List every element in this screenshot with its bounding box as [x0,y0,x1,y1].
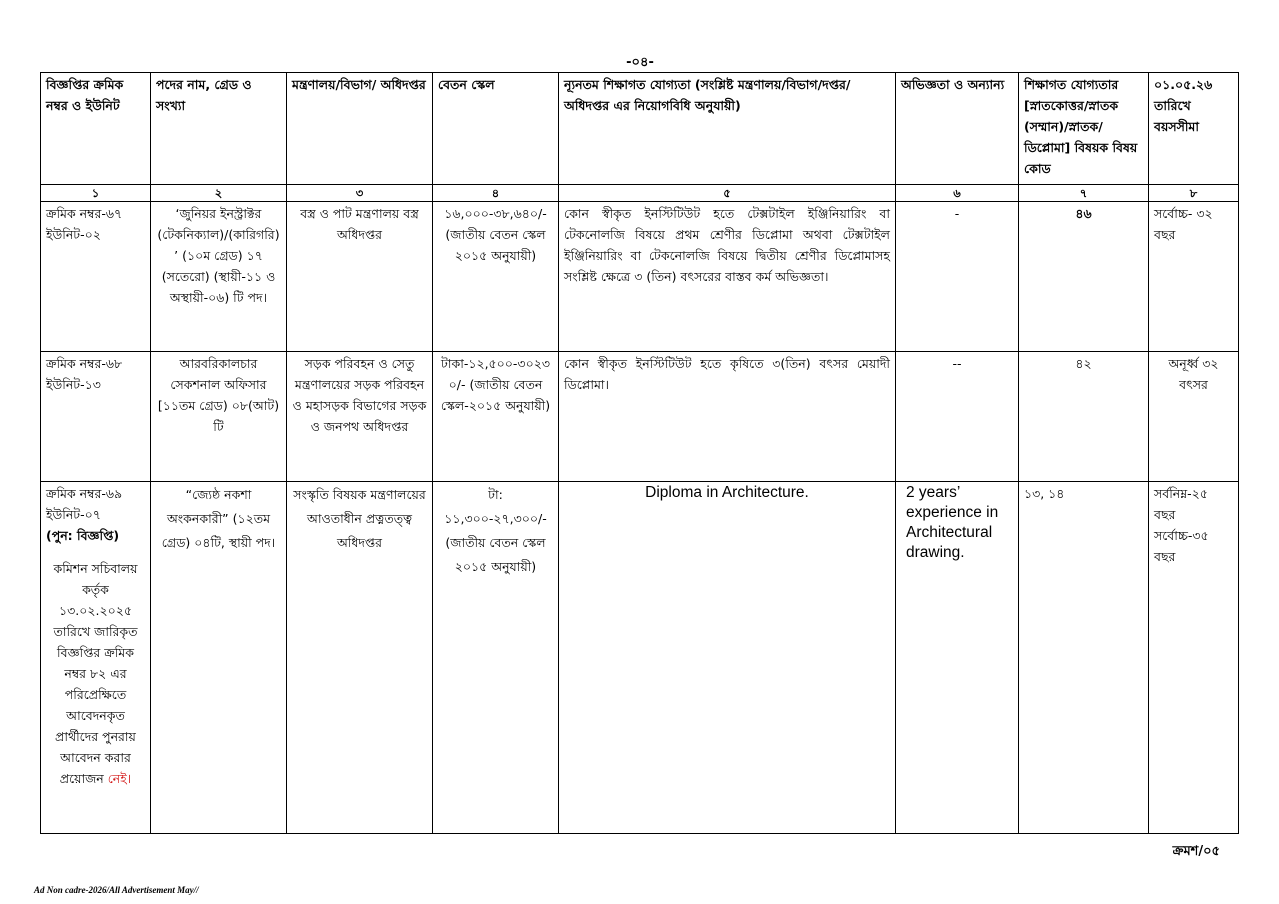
subject-code-cell: ৪৬ [1019,202,1149,352]
header-ministry: মন্ত্রণালয়/বিভাগ/ অধিদপ্তর [287,73,433,185]
column-number: ৩ [287,185,433,202]
column-number: ৪ [433,185,559,202]
header-experience: অভিজ্ঞতা ও অন্যান্য [896,73,1019,185]
post-cell: ‘জুনিয়র ইনস্ট্রাক্টর (টেকনিক্যাল)/(কারিগরি)’ (১০ম গ্রেড) ১৭ (সতেরো) (স্থায়ী-১১ ও অস্থায়ী-০৬) টি পদ। [151,202,287,352]
serial-text: ক্রমিক নম্বর-৬৯ ইউনিট-০৭ [46,486,123,522]
page-number: -০৪- [626,55,654,70]
header-row [41,73,1239,185]
header-qualification: ন্যূনতম শিক্ষাগত যোগ্যতা (সংশ্লিষ্ট মন্ত্রণালয়/বিভাগ/দপ্তর/অধিদপ্তর এর নিয়োগবিধি অনুযায়ী) [559,73,896,185]
header-subject-code: শিক্ষাগত যোগ্যতার [স্নাতকোত্তর/স্নাতক (সম্মান)/স্নাতক/ ডিপ্লোমা] বিষয়ক বিষয় কোড [1019,73,1149,185]
experience-cell: - [896,202,1019,352]
experience-cell: -- [896,352,1019,482]
age-limit-cell [1149,482,1239,834]
column-number: ৮ [1149,185,1239,202]
column-number: ৭ [1019,185,1149,202]
header-pay-scale: বেতন স্কেল [433,73,559,185]
header-age-limit: ০১.০৫.২৬ তারিখে বয়সসীমা [1149,73,1239,185]
qualification-cell: Diploma in Architecture. [559,482,896,834]
recruitment-table [40,72,1239,834]
continued-marker: ক্রমশ/০৫ [1172,844,1220,859]
table-row [41,352,1239,482]
post-cell: আরবরিকালচার সেকশনাল অফিসার [১১তম গ্রেড) ০৮(আট) টি [151,352,287,482]
pay-scale-cell: টাকা-১২,৫০০-৩০২৩০/- (জাতীয় বেতন স্কেল-২০১৫ অনুযায়ী) [433,352,559,482]
qualification-cell: কোন স্বীকৃত ইনস্টিটিউট হতে টেক্সটাইল ইঞ্জিনিয়ারিং বা টেকনোলজি বিষয়ে প্রথম শ্রেণীর ডিপ্লোমা অথবা টেক্সটাইল ইঞ্জিনিয়ারিং বা টেকনোলজি বিষয়ে দ্বিতীয় শ্রেণীর ডিপ্লোমাসহ সংশ্লিষ্ট ক্ষেত্রে ৩ (তিন) বৎসরের বাস্তব কর্ম অভিজ্ঞতা। [559,202,896,352]
readvertisement-note: (পুন: বিজ্ঞপ্তি) [46,528,120,543]
ministry-cell: বস্ত্র ও পাট মন্ত্রণালয় বস্ত্র অধিদপ্তর [287,202,433,352]
serial-remark [46,558,145,789]
ministry-cell: সংস্কৃতি বিষয়ক মন্ত্রণালয়ের আওতাধীন প্রত্নতত্ত্ব অধিদপ্তর [287,482,433,834]
column-number: ১ [41,185,151,202]
serial-remark-text: কমিশন সচিবালয় কর্তৃক ১৩.০২.২০২৫ তারিখে জারিকৃত বিজ্ঞপ্তির ক্রমিক নম্বর ৮২ এর পরিপ্রেক্ষিতে আবেদনকৃত প্রার্থীদের পুনরায় আবেদন করার প্রয়োজন [53,561,138,786]
column-number-row [41,185,1239,202]
serial-cell: ক্রমিক নম্বর-৬৮ ইউনিট-১৩ [41,352,151,482]
table-row [41,482,1239,834]
pay-scale-cell: টা: ১১,৩০০-২৭,৩০০/- (জাতীয় বেতন স্কেল ২০১৫ অনুযায়ী) [433,482,559,834]
table-row [41,202,1239,352]
column-number: ৫ [559,185,896,202]
post-cell: “জ্যেষ্ঠ নকশা অংকনকারী” (১২তম গ্রেড) ০৪টি, স্থায়ী পদ। [151,482,287,834]
qualification-cell: কোন স্বীকৃত ইনস্টিটিউট হতে কৃষিতে ৩(তিন) বৎসর মেয়াদী ডিপ্লোমা। [559,352,896,482]
serial-cell [41,482,151,834]
column-number: ২ [151,185,287,202]
footer-note: Ad Non cadre-2026/All Advertisement May// [34,885,199,895]
subject-code-cell: ৪২ [1019,352,1149,482]
subject-code-cell: ১৩, ১৪ [1019,482,1149,834]
age-limit-max: সর্বোচ্চ-৩৫ বছর [1154,528,1209,564]
serial-remark-red: নেই। [107,771,132,786]
column-number: ৬ [896,185,1019,202]
age-limit-cell: অনূর্ধ্ব ৩২ বৎসর [1149,352,1239,482]
header-post: পদের নাম, গ্রেড ও সংখ্যা [151,73,287,185]
experience-cell: 2 years’ experience in Architectural drawing. [896,482,1019,834]
pay-scale-cell: ১৬,০০০-৩৮,৬৪০/- (জাতীয় বেতন স্কেল ২০১৫ অনুযায়ী) [433,202,559,352]
ministry-cell: সড়ক পরিবহন ও সেতু মন্ত্রণালয়ের সড়ক পরিবহন ও মহাসড়ক বিভাগের সড়ক ও জনপথ অধিদপ্তর [287,352,433,482]
header-serial: বিজ্ঞপ্তির ক্রমিক নম্বর ও ইউনিট [41,73,151,185]
age-limit-min: সর্বনিম্ন-২৫ বছর [1154,486,1208,522]
age-limit-cell: সর্বোচ্চ- ৩২ বছর [1149,202,1239,352]
serial-cell: ক্রমিক নম্বর-৬৭ ইউনিট-০২ [41,202,151,352]
